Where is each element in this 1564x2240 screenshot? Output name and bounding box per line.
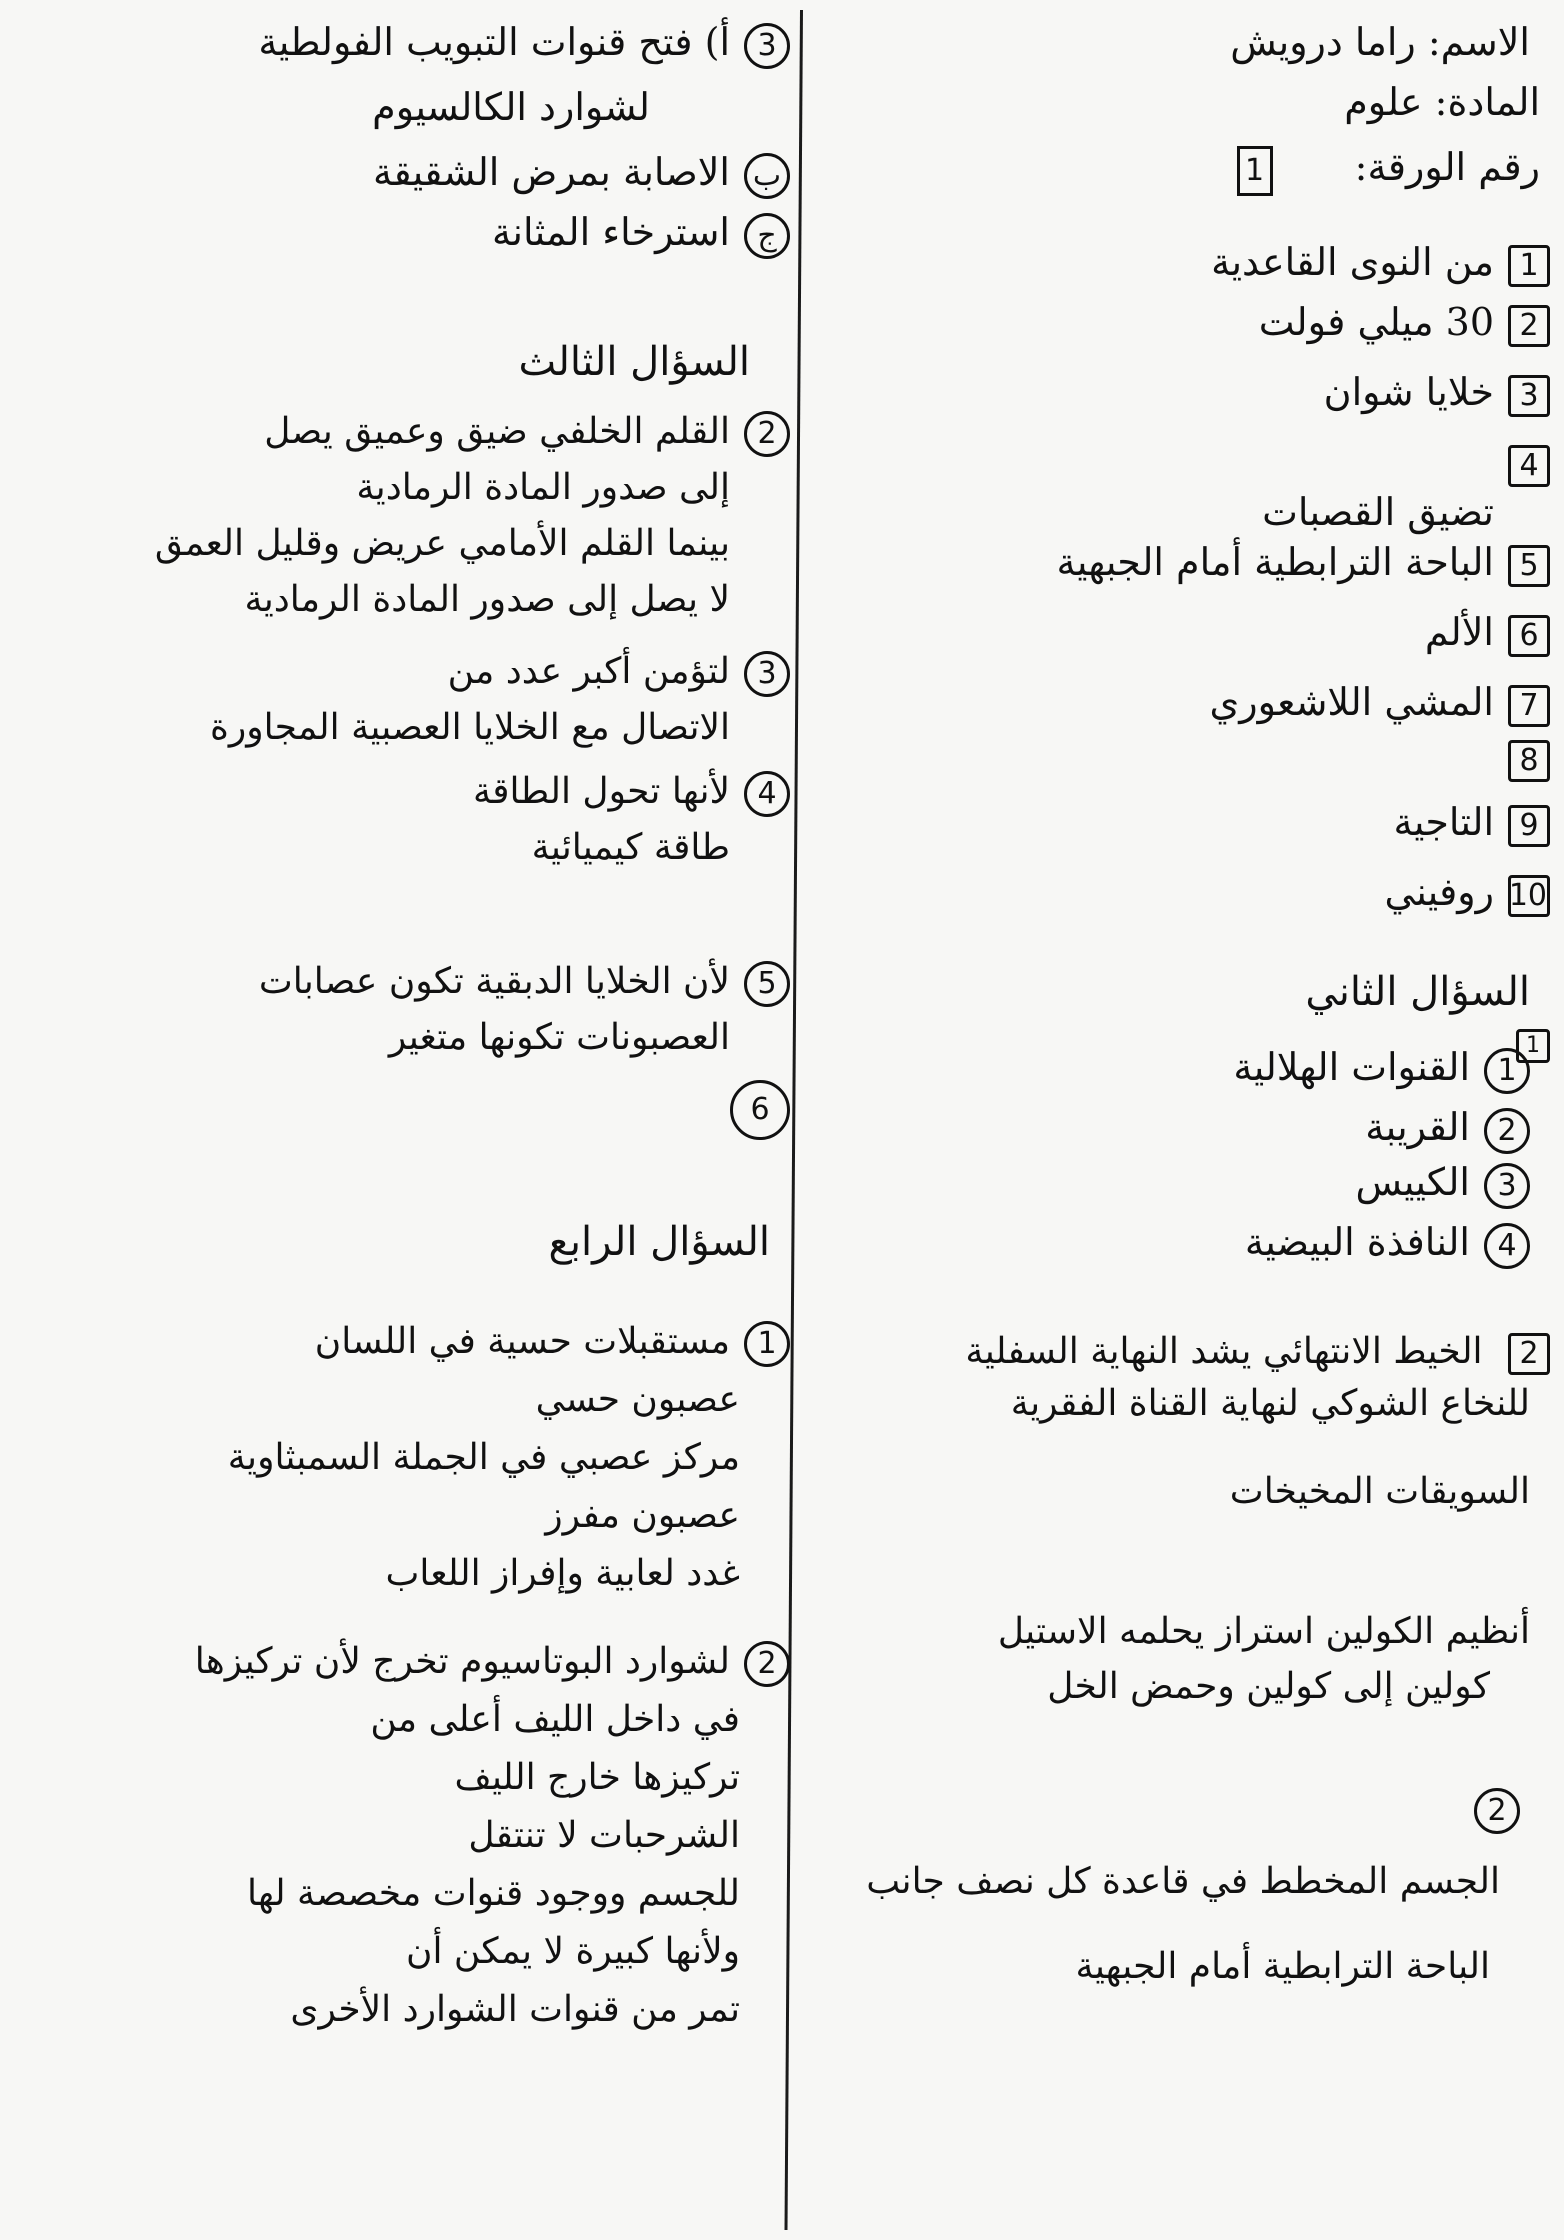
q1-answer-10-number: 9: [1508, 805, 1550, 847]
q1-answer-10-text: التاجية: [1393, 800, 1494, 844]
q4-answer-2-text-5: للجسم ووجود قنوات مخصصة لها: [247, 1873, 740, 1914]
q1-3-line-4: [492, 210, 790, 259]
q1-3-line-1-text: أ) فتح قنوات التبويب الفولطية: [258, 20, 730, 64]
q1-answer-9: [1494, 735, 1550, 782]
q1-3-line-1: [258, 20, 790, 69]
question-4-title: السؤال الرابع: [548, 1219, 770, 1265]
q3-answer-5-text-1: لأن الخلايا الدبقية تكون عصابات: [258, 961, 730, 1002]
q1-answer-11-number: 10: [1508, 875, 1550, 917]
q1-answer-8: [1210, 680, 1550, 727]
q3-answer-3-number: 3: [744, 651, 790, 697]
q3-answer-5-line-1: [259, 960, 790, 1007]
q4-answer-2-line-5: [247, 1872, 740, 1916]
q2-item-3-text: الكييس: [1355, 1160, 1470, 1204]
q3-answer-4-text-2: طاقة كيميائية: [531, 827, 730, 868]
q1-answer-3-text: خلايا شوان: [1323, 370, 1494, 414]
q3-answer-2-line-4: [244, 578, 730, 622]
q4-answer-2-text-2: في داخل الليف أعلى من: [370, 1699, 740, 1740]
q1-answer-7: [1425, 610, 1550, 657]
sheet-label: رقم الورقة:: [1354, 145, 1540, 189]
q2-part1-number: 1: [1516, 1029, 1550, 1063]
q3-answer-5-number: 5: [744, 961, 790, 1007]
q4-answer-2-line-2: [370, 1698, 740, 1742]
q3-answer-4-line-2: [532, 826, 730, 870]
q2-part2-line-3: السويقات المخيخات: [1229, 1471, 1530, 1512]
q4-answer-1-line-1: [315, 1320, 790, 1367]
q1-answer-1-text: من النوى القاعدية: [1211, 240, 1494, 284]
q3-answer-6-number: 6: [730, 1080, 790, 1140]
q4-answer-1-line-2: [536, 1378, 740, 1422]
q2-item-4-number: 4: [1484, 1223, 1530, 1269]
q2-part3-line-2: كولين إلى كولين وحمض الخل: [1047, 1666, 1490, 1707]
q4-answer-1-text-2: عصبون حسي: [535, 1379, 740, 1420]
q2-item-4-text: النافذة البيضية: [1244, 1220, 1470, 1264]
q2-item-1-text: القنوات الهلالية: [1233, 1045, 1470, 1089]
q1-answer-1: [1211, 240, 1550, 287]
q1-answer-7-text: الألم: [1424, 610, 1494, 654]
question-2-title: السؤال الثاني: [1305, 969, 1530, 1015]
sheet-number-row: [1237, 145, 1540, 196]
q3-answer-2-line-2: [356, 466, 730, 510]
q1-answer-2: [1259, 300, 1550, 347]
q4-answer-1-text-4: عصبون مفرز: [545, 1495, 740, 1536]
q4-answer-2-line-3: [455, 1756, 740, 1800]
subject: المادة: علوم: [1344, 80, 1540, 124]
q4-answer-2-line-4: [468, 1814, 740, 1858]
sheet-number: 1: [1237, 146, 1273, 196]
q4-answer-1-text-5: غدد لعابية وإفراز اللعاب: [385, 1553, 740, 1594]
q3-answer-2-text-1: القلم الخلفي ضيق وعميق يصل: [264, 411, 730, 452]
q1-answer-4: [1494, 440, 1550, 487]
q3-answer-3-text-2: الاتصال مع الخلايا العصبية المجاورة: [210, 707, 730, 748]
q1-answer-5: [1262, 490, 1550, 537]
q1-3-line-4-number: ج: [744, 213, 790, 259]
q4-answer-1-text-3: مركز عصبي في الجملة السمبثاوية: [227, 1437, 740, 1478]
q2-part4-line-1: الجسم المخطط في قاعدة كل نصف جانب: [866, 1861, 1500, 1902]
q1-answer-7-number: 6: [1508, 615, 1550, 657]
q1-answer-8-number: 7: [1508, 685, 1550, 727]
q3-answer-6-number-row: [716, 1080, 790, 1140]
q2-item-2-text: القريبة: [1365, 1105, 1470, 1149]
q4-answer-1-line-5: [385, 1552, 740, 1596]
q3-answer-3-line-1: [448, 650, 790, 697]
q4-answer-2-line-6: [406, 1930, 740, 1974]
q2-item-4: [1245, 1220, 1530, 1269]
q3-answer-5-line-2: [389, 1016, 730, 1060]
q1-3-line-3-number: ب: [744, 153, 790, 199]
q1-answer-1-number: 1: [1508, 245, 1550, 287]
q1-3-line-2-text: لشوارد الكالسيوم: [372, 85, 650, 129]
q2-part3-line-1: أنظيم الكولين استراز يحلمه الاستيل: [997, 1611, 1530, 1652]
q2-item-2: [1365, 1105, 1530, 1154]
q2-part2-number: 2: [1508, 1333, 1550, 1375]
q1-answer-9-number: 8: [1508, 740, 1550, 782]
q3-answer-3-text-1: لتؤمن أكبر عدد من: [447, 651, 730, 692]
q3-answer-4-number: 4: [744, 771, 790, 817]
right-column: [820, 0, 1550, 2240]
q3-answer-2-text-3: بينما القلم الأمامي عريض وقليل العمق: [154, 523, 730, 564]
q1-answer-10: [1393, 800, 1550, 847]
q1-3-line-4-text: استرخاء المثانة: [492, 210, 730, 254]
q2-item-1-number: 1: [1484, 1048, 1530, 1094]
q1-answer-6-text: الباحة الترابطية أمام الجبهية: [1056, 540, 1494, 584]
q3-answer-3-line-2: [210, 706, 730, 750]
q4-answer-1-text-1: مستقبلات حسية في اللسان: [314, 1321, 730, 1362]
q3-answer-2-line-1: [264, 410, 790, 457]
q2-item-3-number: 3: [1484, 1163, 1530, 1209]
q1-3-line-2: [372, 85, 710, 134]
q4-answer-2-text-7: تمر من قنوات الشوارد الأخرى: [290, 1989, 740, 2030]
q1-answer-4-number: 4: [1508, 445, 1550, 487]
q4-answer-2-number: 2: [744, 1641, 790, 1687]
q4-answer-2-text-1: لشوارد البوتاسيوم تخرج لأن تركيزها: [194, 1641, 730, 1682]
q1-3-line-3-text: الاصابة بمرض الشقيقة: [373, 150, 730, 194]
q1-answer-11-text: روفيني: [1384, 870, 1494, 914]
q3-answer-4-text-1: لأنها تحول الطاقة: [473, 771, 730, 812]
q3-answer-4-line-1: [473, 770, 790, 817]
q1-answer-8-text: المشي اللاشعوري: [1209, 680, 1494, 724]
q2-item-2-number: 2: [1484, 1108, 1530, 1154]
q2-part2-line-1: 2 الخيط الانتهائي يشد النهاية السفلية: [965, 1330, 1550, 1375]
q3-answer-2-number: 2: [744, 411, 790, 457]
q2-part4-line-2: الباحة الترابطية أمام الجبهية: [1075, 1946, 1490, 1987]
q4-answer-1-line-4: [545, 1494, 740, 1538]
q4-answer-2-line-1: [195, 1640, 790, 1687]
q4-answer-2-line-7: [290, 1988, 740, 2032]
left-column: [30, 0, 790, 2240]
q4-answer-1-line-3: [228, 1436, 740, 1480]
q1-answer-3-number: 3: [1508, 375, 1550, 417]
q1-answer-6: [1056, 540, 1550, 587]
q2-part4-number: 2: [1474, 1788, 1520, 1834]
question-3-title: السؤال الثالث: [518, 339, 750, 385]
q3-answer-5-text-2: العصبونات تكونها متغير: [388, 1017, 730, 1058]
q1-answer-5-text: تضيق القصبات: [1262, 490, 1494, 534]
q4-answer-2-text-3: تركيزها خارج الليف: [454, 1757, 740, 1798]
q1-answer-3: [1324, 370, 1550, 417]
q3-answer-2-text-4: لا يصل إلى صدور المادة الرمادية: [244, 579, 730, 620]
q2-part2-line-2: للنخاع الشوكي لنهاية القناة الفقرية: [1010, 1383, 1530, 1424]
q1-answer-2-number: 2: [1508, 305, 1550, 347]
q3-answer-2-line-3: [155, 522, 730, 566]
q1-answer-6-number: 5: [1508, 545, 1550, 587]
q3-answer-2-text-2: إلى صدور المادة الرمادية: [356, 467, 730, 508]
q1-answer-11: [1385, 870, 1550, 917]
q1-answer-2-text: 30 ميلي فولت: [1258, 300, 1494, 344]
q4-answer-2-text-4: الشرحبات لا تنتقل: [468, 1815, 740, 1856]
q2-item-3: [1355, 1160, 1530, 1209]
q4-answer-2-text-6: ولأنها كبيرة لا يمكن أن: [406, 1931, 740, 1972]
q1-3-line-3: [373, 150, 790, 199]
q1-3-line-1-number: 3: [744, 23, 790, 69]
q4-answer-1-number: 1: [744, 1321, 790, 1367]
q2-part4-number-row: [1460, 1785, 1520, 1834]
student-name: الاسم: راما درويش: [1230, 20, 1530, 64]
q2-item-1: [1233, 1045, 1530, 1094]
